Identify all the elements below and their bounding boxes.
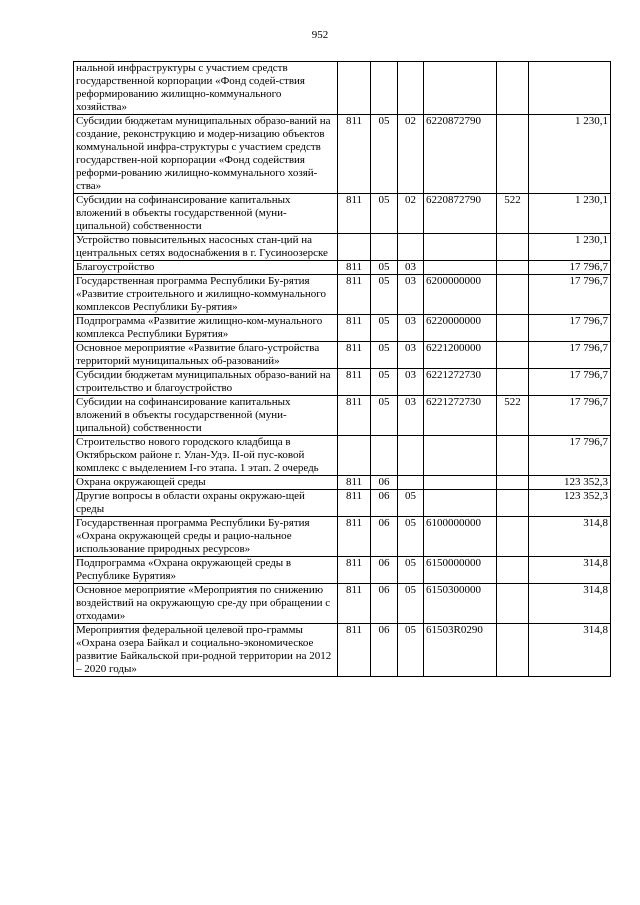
expense-type-cell [497, 624, 529, 677]
table-row [74, 194, 611, 234]
item-name-cell: Благоустройство [74, 261, 338, 275]
section-code-cell: 05 [371, 315, 398, 342]
item-name-cell: Субсидии бюджетам муниципальных образо-ваний на создание, реконструкцию и модер-низацию объектов коммунальной инфра-структуры с участием средств государствен-ной корпорации «Фонд содействия реформи-рованию жилищно-коммунального хозяй-ства» [74, 115, 338, 194]
expense-type-cell [497, 369, 529, 396]
amount-cell: 17 796,7 [529, 342, 611, 369]
amount-cell: 123 352,3 [529, 490, 611, 517]
table-row [74, 517, 611, 557]
item-name-cell: Государственная программа Республики Бу-рятия «Развитие строительного и жилищно-коммунального комплексов Республики Бу-рятия» [74, 275, 338, 315]
amount-cell: 1 230,1 [529, 234, 611, 261]
amount-cell: 123 352,3 [529, 476, 611, 490]
expense-type-cell: 522 [497, 194, 529, 234]
table-row [74, 490, 611, 517]
subsection-code-cell: 05 [398, 584, 424, 624]
admin-code-cell: 811 [338, 275, 371, 315]
section-code-cell: 05 [371, 396, 398, 436]
admin-code-cell: 811 [338, 517, 371, 557]
target-article-cell [424, 436, 497, 476]
item-name-cell: Строительство нового городского кладбища в Октябрьском районе г. Улан-Удэ. II-ой пус-ковой комплекс с выделением I-го этапа. 1 этап. 2 очередь [74, 436, 338, 476]
expense-type-cell [497, 315, 529, 342]
table-row [74, 369, 611, 396]
amount-cell: 17 796,7 [529, 261, 611, 275]
target-article-cell [424, 62, 497, 115]
subsection-code-cell: 03 [398, 396, 424, 436]
target-article-cell: 6200000000 [424, 275, 497, 315]
admin-code-cell: 811 [338, 194, 371, 234]
item-name-cell: Подпрограмма «Развитие жилищно-ком-мунального комплекса Республики Бурятия» [74, 315, 338, 342]
expense-type-cell [497, 517, 529, 557]
amount-cell: 1 230,1 [529, 194, 611, 234]
section-code-cell [371, 234, 398, 261]
admin-code-cell: 811 [338, 369, 371, 396]
section-code-cell: 05 [371, 261, 398, 275]
amount-cell: 314,8 [529, 584, 611, 624]
table-row [74, 115, 611, 194]
expense-type-cell [497, 490, 529, 517]
subsection-code-cell [398, 62, 424, 115]
section-code-cell: 06 [371, 584, 398, 624]
item-name-cell: Мероприятия федеральной целевой про-граммы «Охрана озера Байкал и социально-экономическое развитие Байкальской при-родной территории на 2012 – 2020 годы» [74, 624, 338, 677]
section-code-cell: 05 [371, 194, 398, 234]
target-article-cell: 6221272730 [424, 369, 497, 396]
subsection-code-cell: 05 [398, 517, 424, 557]
section-code-cell [371, 436, 398, 476]
subsection-code-cell [398, 234, 424, 261]
section-code-cell: 05 [371, 115, 398, 194]
target-article-cell: 6150300000 [424, 584, 497, 624]
table-row [74, 62, 611, 115]
admin-code-cell [338, 436, 371, 476]
subsection-code-cell: 05 [398, 557, 424, 584]
item-name-cell: нальной инфраструктуры с участием средств государственной корпорации «Фонд содей-ствия реформированию жилищно-коммунального хозяйства» [74, 62, 338, 115]
item-name-cell: Основное мероприятие «Развитие благо-устройства территорий муниципальных об-разований» [74, 342, 338, 369]
target-article-cell: 6220872790 [424, 194, 497, 234]
table-row [74, 624, 611, 677]
item-name-cell: Устройство повысительных насосных стан-ций на центральных сетях водоснабжения в г. Гусиноозерске [74, 234, 338, 261]
target-article-cell: 6100000000 [424, 517, 497, 557]
admin-code-cell [338, 234, 371, 261]
admin-code-cell: 811 [338, 315, 371, 342]
subsection-code-cell [398, 436, 424, 476]
section-code-cell: 06 [371, 557, 398, 584]
section-code-cell: 06 [371, 476, 398, 490]
subsection-code-cell [398, 476, 424, 490]
amount-cell: 17 796,7 [529, 275, 611, 315]
table-row [74, 234, 611, 261]
expense-type-cell [497, 557, 529, 584]
expense-type-cell [497, 234, 529, 261]
table-row [74, 315, 611, 342]
subsection-code-cell: 03 [398, 342, 424, 369]
admin-code-cell: 811 [338, 624, 371, 677]
amount-cell: 17 796,7 [529, 315, 611, 342]
table-row [74, 557, 611, 584]
item-name-cell: Основное мероприятие «Мероприятия по снижению воздействий на окружающую сре-ду при обращении с отходами» [74, 584, 338, 624]
item-name-cell: Субсидии бюджетам муниципальных образо-ваний на строительство и благоустройство [74, 369, 338, 396]
section-code-cell: 06 [371, 490, 398, 517]
target-article-cell [424, 234, 497, 261]
amount-cell: 314,8 [529, 624, 611, 677]
amount-cell [529, 62, 611, 115]
subsection-code-cell: 02 [398, 194, 424, 234]
admin-code-cell: 811 [338, 476, 371, 490]
target-article-cell: 6220000000 [424, 315, 497, 342]
admin-code-cell: 811 [338, 115, 371, 194]
subsection-code-cell: 03 [398, 369, 424, 396]
budget-table-body [74, 62, 611, 677]
section-code-cell: 05 [371, 342, 398, 369]
subsection-code-cell: 05 [398, 490, 424, 517]
amount-cell: 314,8 [529, 517, 611, 557]
item-name-cell: Охрана окружающей среды [74, 476, 338, 490]
section-code-cell: 06 [371, 624, 398, 677]
expense-type-cell [497, 436, 529, 476]
expense-type-cell [497, 62, 529, 115]
table-row [74, 261, 611, 275]
admin-code-cell: 811 [338, 261, 371, 275]
table-row [74, 476, 611, 490]
item-name-cell: Государственная программа Республики Бу-рятия «Охрана окружающей среды и рацио-нальное использование природных ресурсов» [74, 517, 338, 557]
table-row [74, 436, 611, 476]
section-code-cell: 05 [371, 275, 398, 315]
amount-cell: 17 796,7 [529, 369, 611, 396]
item-name-cell: Субсидии на софинансирование капитальных вложений в объекты государственной (муни-ципальной) собственности [74, 194, 338, 234]
subsection-code-cell: 05 [398, 624, 424, 677]
subsection-code-cell: 02 [398, 115, 424, 194]
table-row [74, 275, 611, 315]
section-code-cell [371, 62, 398, 115]
amount-cell: 17 796,7 [529, 396, 611, 436]
section-code-cell: 06 [371, 517, 398, 557]
target-article-cell: 6221272730 [424, 396, 497, 436]
admin-code-cell [338, 62, 371, 115]
page-number: 952 [311, 29, 329, 41]
item-name-cell: Другие вопросы в области охраны окружаю-щей среды [74, 490, 338, 517]
target-article-cell: 61503R0290 [424, 624, 497, 677]
admin-code-cell: 811 [338, 396, 371, 436]
table-row [74, 342, 611, 369]
subsection-code-cell: 03 [398, 315, 424, 342]
admin-code-cell: 811 [338, 584, 371, 624]
admin-code-cell: 811 [338, 342, 371, 369]
expense-type-cell [497, 261, 529, 275]
subsection-code-cell: 03 [398, 275, 424, 315]
expense-type-cell: 522 [497, 396, 529, 436]
amount-cell: 17 796,7 [529, 436, 611, 476]
target-article-cell: 6221200000 [424, 342, 497, 369]
target-article-cell [424, 476, 497, 490]
subsection-code-cell: 03 [398, 261, 424, 275]
target-article-cell [424, 261, 497, 275]
target-article-cell: 6220872790 [424, 115, 497, 194]
expense-type-cell [497, 476, 529, 490]
admin-code-cell: 811 [338, 557, 371, 584]
amount-cell: 1 230,1 [529, 115, 611, 194]
target-article-cell: 6150000000 [424, 557, 497, 584]
item-name-cell: Подпрограмма «Охрана окружающей среды в Республике Бурятия» [74, 557, 338, 584]
expense-type-cell [497, 275, 529, 315]
amount-cell: 314,8 [529, 557, 611, 584]
table-row [74, 584, 611, 624]
expense-type-cell [497, 342, 529, 369]
admin-code-cell: 811 [338, 490, 371, 517]
target-article-cell [424, 490, 497, 517]
section-code-cell: 05 [371, 369, 398, 396]
item-name-cell: Субсидии на софинансирование капитальных вложений в объекты государственной (муни-ципальной) собственности [74, 396, 338, 436]
table-row [74, 396, 611, 436]
expense-type-cell [497, 115, 529, 194]
expense-type-cell [497, 584, 529, 624]
budget-table [73, 61, 611, 677]
